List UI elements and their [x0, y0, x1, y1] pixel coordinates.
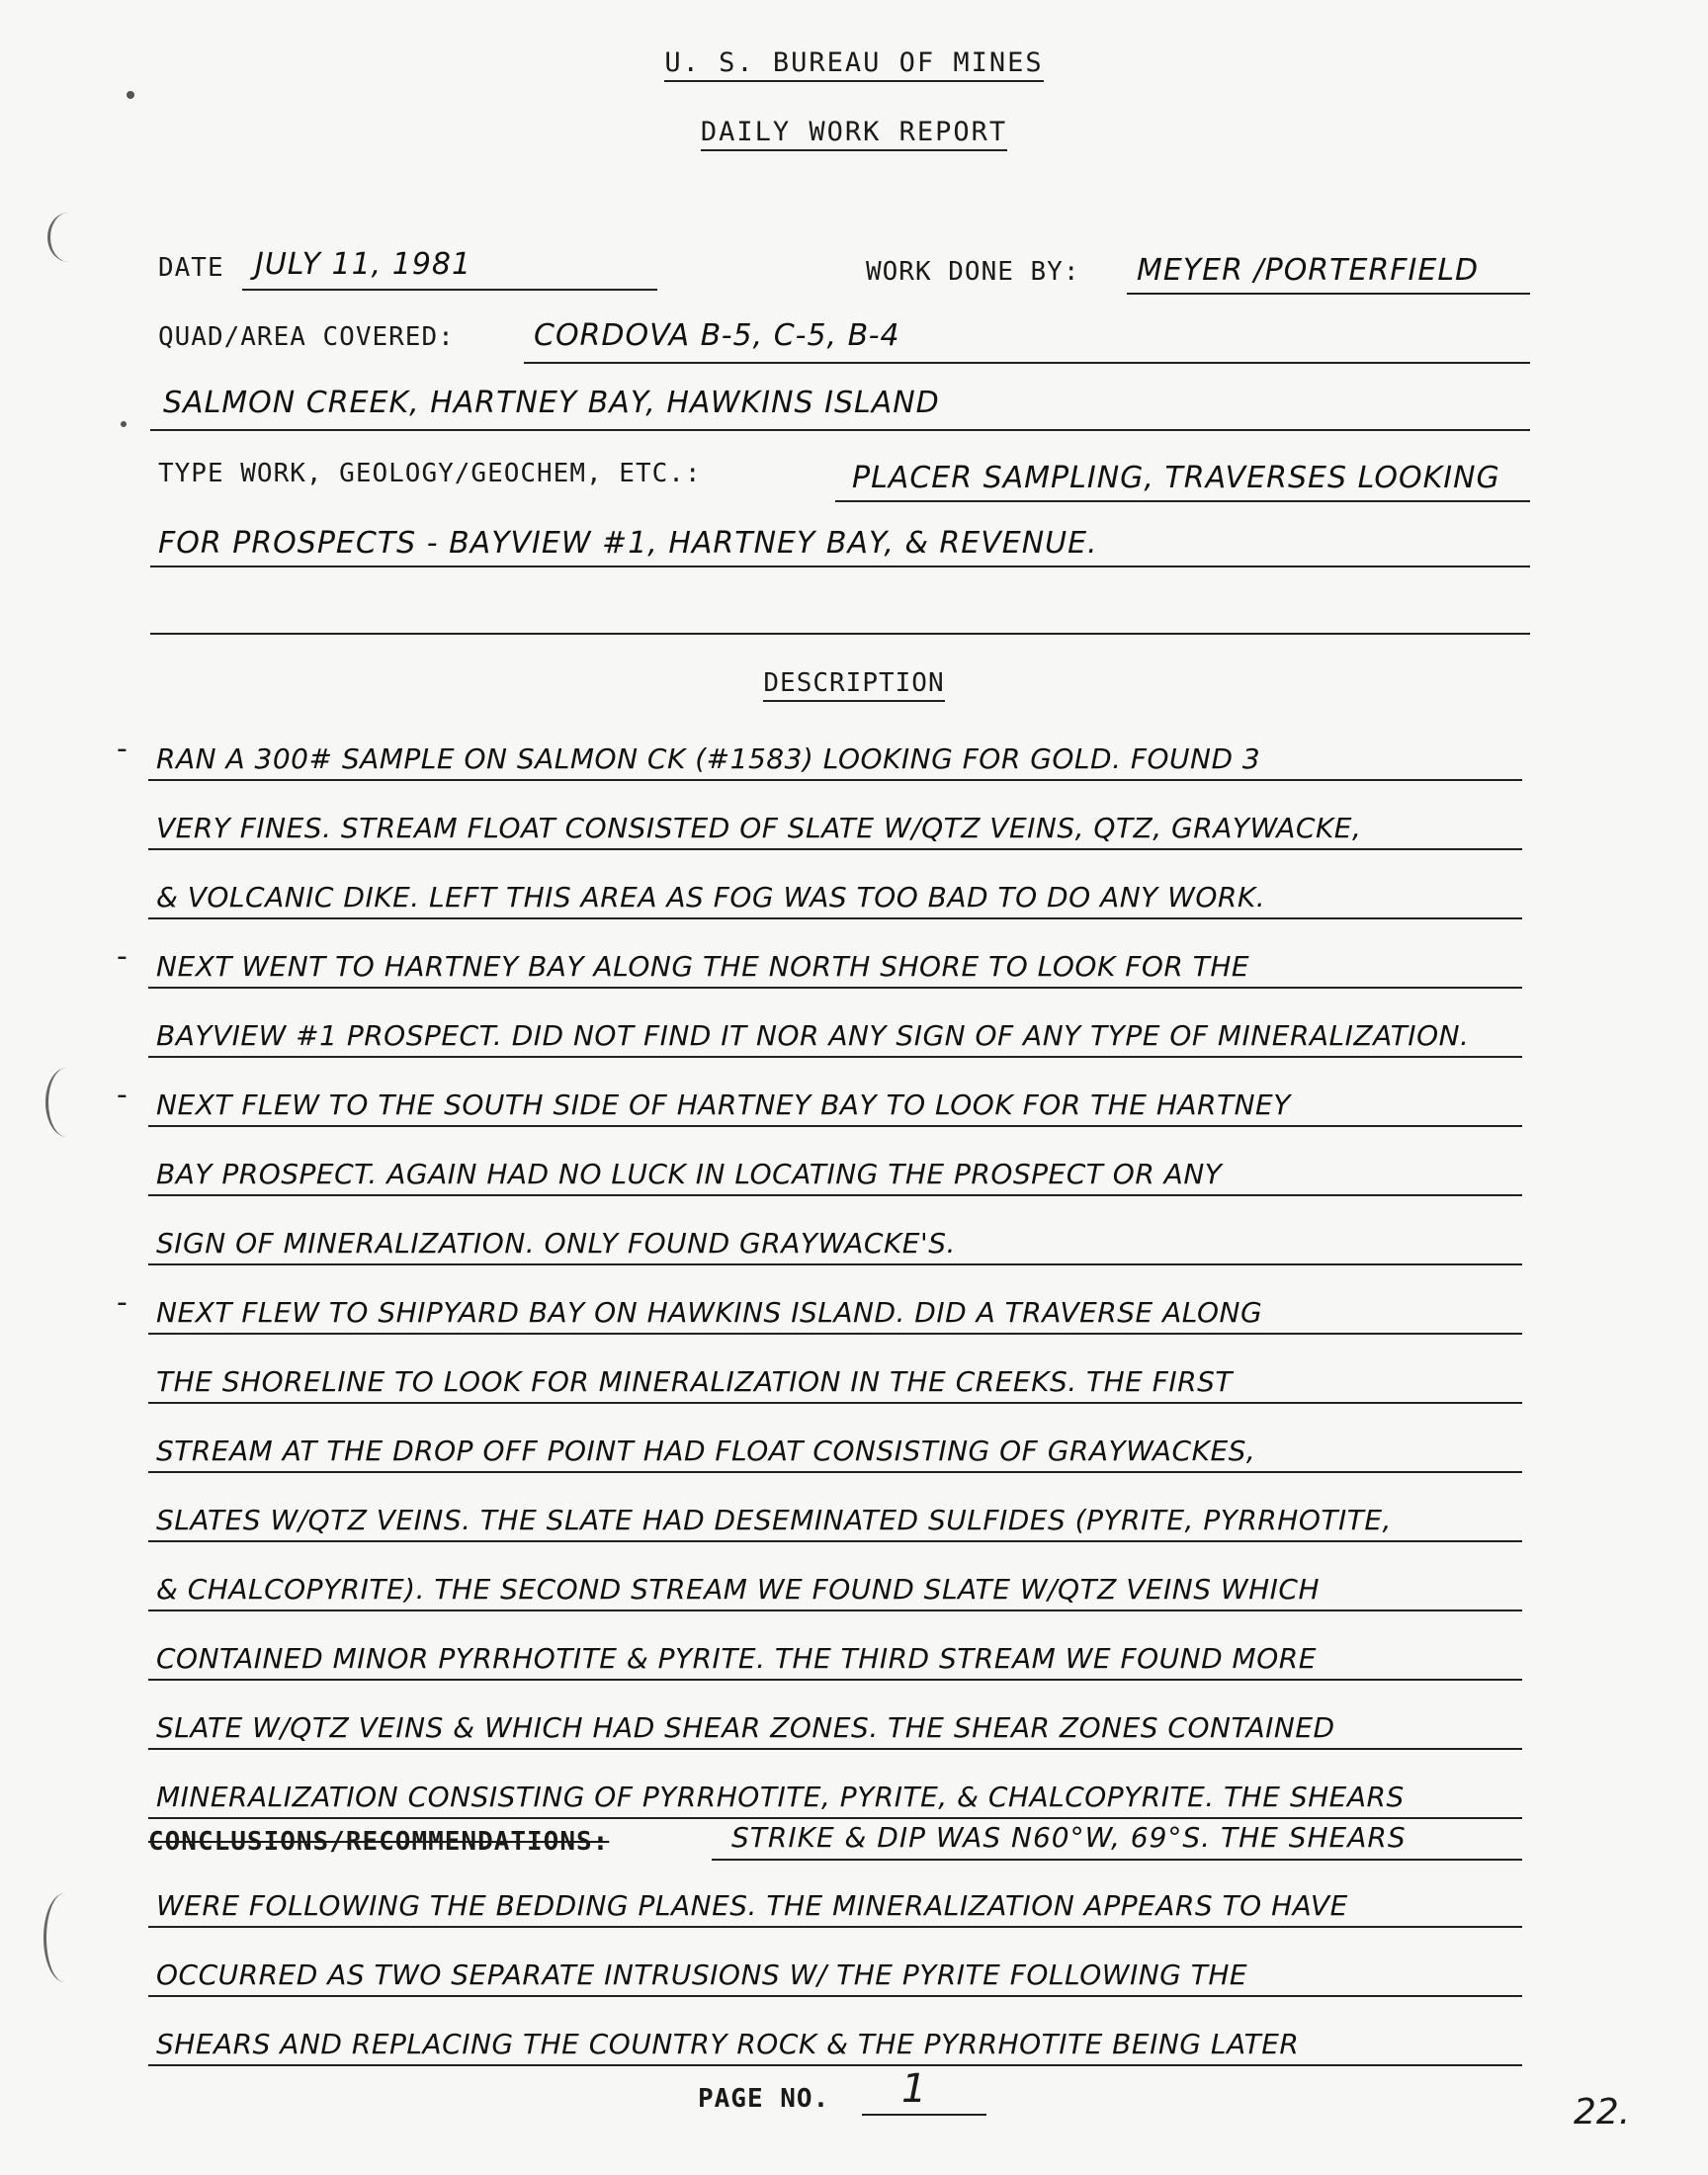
- description-line: BAYVIEW #1 PROSPECT. DID NOT FIND IT NOR ANY SIGN OF ANY TYPE OF MINERALIZATION.: [148, 989, 1522, 1058]
- bullet-dash: -: [117, 1285, 128, 1320]
- work-done-by-line: [1127, 293, 1530, 295]
- work-done-by-label: WORK DONE BY:: [866, 257, 1080, 287]
- quad-line-2: [150, 429, 1530, 431]
- type-work-line: [835, 500, 1530, 502]
- description-line: RAN A 300# SAMPLE ON SALMON CK (#1583) LOOKING FOR GOLD. FOUND 3: [148, 712, 1522, 781]
- conclusions-line-text: STRIKE & DIP WAS N60°W, 69°S. THE SHEARS: [731, 1821, 1407, 1854]
- description-line: MINERALIZATION CONSISTING OF PYRRHOTITE, PYRITE, & CHALCOPYRITE. THE SHEARS: [148, 1750, 1522, 1819]
- page-number-value: 1: [901, 2066, 927, 2112]
- type-work-line-3: [150, 633, 1530, 635]
- description-line: NEXT FLEW TO SHIPYARD BAY ON HAWKINS ISLAND. DID A TRAVERSE ALONG: [148, 1265, 1522, 1335]
- margin-speck: [121, 421, 127, 427]
- description-line: VERY FINES. STREAM FLOAT CONSISTED OF SLATE W/QTZ VEINS, QTZ, GRAYWACKE,: [148, 781, 1522, 850]
- description-line: STREAM AT THE DROP OFF POINT HAD FLOAT CONSISTING OF GRAYWACKES,: [148, 1404, 1522, 1473]
- description-line: & CHALCOPYRITE). THE SECOND STREAM WE FOUND SLATE W/QTZ VEINS WHICH: [148, 1542, 1522, 1611]
- page-number-label: PAGE NO.: [698, 2084, 830, 2114]
- form-title: DAILY WORK REPORT: [0, 117, 1708, 147]
- description-line: BAY PROSPECT. AGAIN HAD NO LUCK IN LOCATING THE PROSPECT OR ANY: [148, 1127, 1522, 1196]
- quad-value-2: SALMON CREEK, HARTNEY BAY, HAWKINS ISLAND: [163, 386, 940, 420]
- bullet-dash: -: [117, 732, 128, 766]
- margin-mark: [43, 1893, 86, 1982]
- type-work-label: TYPE WORK, GEOLOGY/GEOCHEM, ETC.:: [158, 459, 702, 488]
- description-line: CONTAINED MINOR PYRRHOTITE & PYRITE. THE THIRD STREAM WE FOUND MORE: [148, 1611, 1522, 1681]
- conclusions-label: CONCLUSIONS/RECOMMENDATIONS:: [148, 1827, 610, 1857]
- description-line: & VOLCANIC DIKE. LEFT THIS AREA AS FOG WAS TOO BAD TO DO ANY WORK.: [148, 850, 1522, 919]
- type-work-line-2: [150, 566, 1530, 567]
- description-line: SIGN OF MINERALIZATION. ONLY FOUND GRAYWACKE'S.: [148, 1196, 1522, 1265]
- type-work-value-2: FOR PROSPECTS - BAYVIEW #1, HARTNEY BAY, & REVENUE.: [158, 526, 1098, 561]
- bullet-dash: -: [117, 939, 128, 974]
- date-value: JULY 11, 1981: [255, 247, 472, 282]
- quad-value: CORDOVA B-5, C-5, B-4: [534, 318, 900, 353]
- quad-label: QUAD/AREA COVERED:: [158, 322, 455, 352]
- quad-line: [524, 362, 1530, 364]
- conclusions-line: SHEARS AND REPLACING THE COUNTRY ROCK & THE PYRRHOTITE BEING LATER: [148, 1997, 1522, 2066]
- page-number-line: [862, 2114, 986, 2116]
- margin-mark: [45, 1068, 88, 1137]
- date-label: DATE: [158, 253, 224, 283]
- date-line: [242, 289, 657, 291]
- description-line: NEXT FLEW TO THE SOUTH SIDE OF HARTNEY BAY TO LOOK FOR THE HARTNEY: [148, 1058, 1522, 1127]
- conclusions-line: WERE FOLLOWING THE BEDDING PLANES. THE MINERALIZATION APPEARS TO HAVE: [148, 1859, 1522, 1928]
- description-heading: DESCRIPTION: [0, 668, 1708, 698]
- conclusions-line: OCCURRED AS TWO SEPARATE INTRUSIONS W/ THE PYRITE FOLLOWING THE: [148, 1928, 1522, 1997]
- description-line: SLATE W/QTZ VEINS & WHICH HAD SHEAR ZONES. THE SHEAR ZONES CONTAINED: [148, 1681, 1522, 1750]
- description-line: NEXT WENT TO HARTNEY BAY ALONG THE NORTH SHORE TO LOOK FOR THE: [148, 919, 1522, 989]
- type-work-value: PLACER SAMPLING, TRAVERSES LOOKING: [852, 461, 1500, 495]
- bullet-dash: -: [117, 1078, 128, 1112]
- work-done-by-value: MEYER /PORTERFIELD: [1137, 253, 1480, 288]
- description-line: SLATES W/QTZ VEINS. THE SLATE HAD DESEMINATED SULFIDES (PYRITE, PYRRHOTITE,: [148, 1473, 1522, 1542]
- agency-title: U. S. BUREAU OF MINES: [0, 47, 1708, 78]
- sheet-number: 22.: [1574, 2092, 1631, 2132]
- margin-speck: [127, 91, 134, 99]
- description-line: THE SHORELINE TO LOOK FOR MINERALIZATION IN THE CREEKS. THE FIRST: [148, 1335, 1522, 1404]
- margin-mark: [47, 213, 90, 262]
